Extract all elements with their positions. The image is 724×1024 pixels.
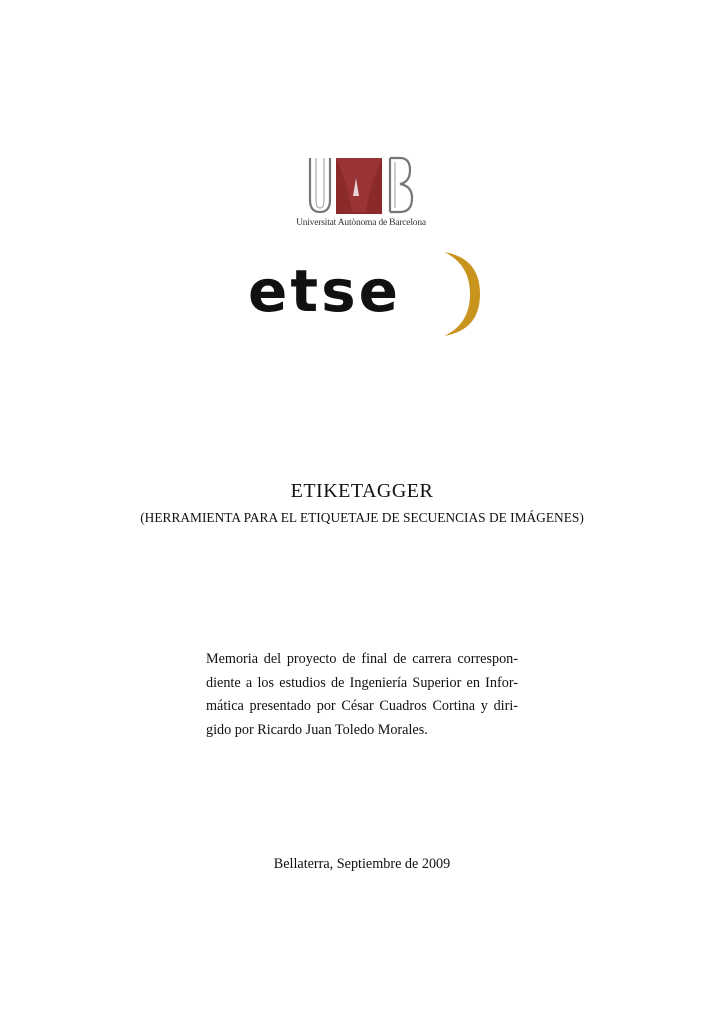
memoria-line: Memoria del proyecto de final de carrera correspon- [206,651,518,667]
document-title: ETIKETAGGER [290,480,434,502]
etse-wordmark: etse [248,257,401,325]
uab-caption: Universitat Autònoma de Barcelona [296,218,426,228]
memoria-line: mática presentado por César Cuadros Cortina y diri- [206,698,518,714]
uab-logo [296,154,426,234]
memoria-paragraph [206,648,518,742]
document-subtitle: (HERRAMIENTA PARA EL ETIQUETAJE DE SECUENCIAS DE IMÁGENES) [140,510,584,525]
etse-logo [244,248,480,340]
uab-emblem-icon [296,154,426,218]
memoria-line: gido por Ricardo Juan Toledo Morales. [206,721,428,738]
memoria-line: diente a los estudios de Ingeniería Superior en Infor- [206,674,518,691]
place-date: Bellaterra, Septiembre de 2009 [273,856,451,872]
